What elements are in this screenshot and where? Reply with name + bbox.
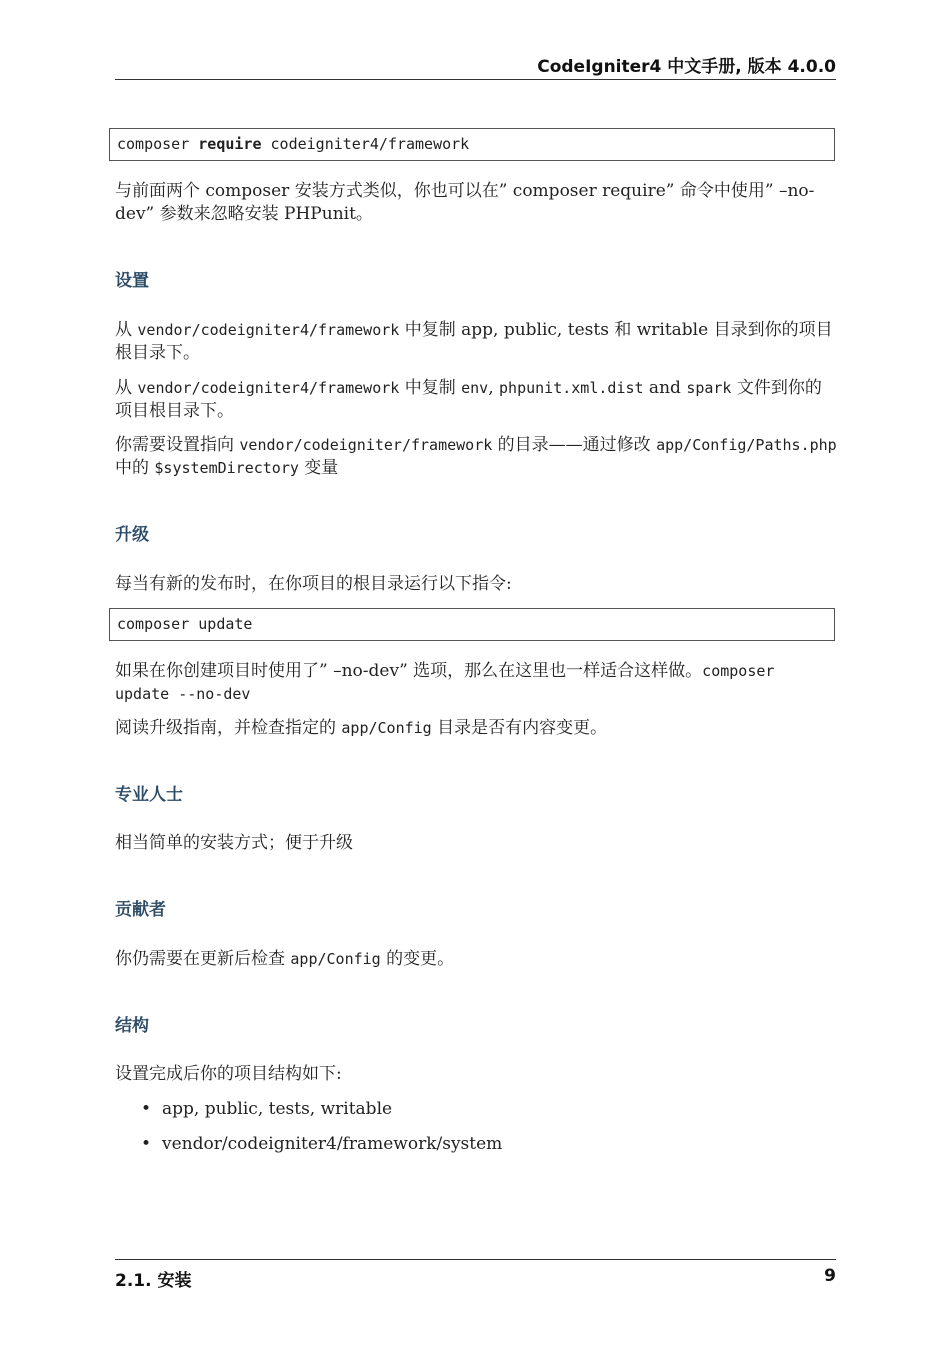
inline-code: $systemDirectory (154, 459, 299, 477)
heading-cons: 贡献者 (115, 900, 166, 920)
setup-paragraph-3: 你需要设置指向 vendor/codeigniter/framework 的目录——通过修改 app/Config/Paths.php 中的 $systemDirectory 变量 (115, 435, 837, 478)
upgrade-paragraph-2: 如果在你创建项目时使用了” –no-dev” 选项，那么在这里也一样适合这样做。composer update --no-dev (115, 661, 775, 703)
page (115, 0, 843, 1347)
inline-code: app/Config (341, 719, 432, 737)
list-item: • app, public, tests, writable (115, 1095, 502, 1130)
code-text: composer (117, 135, 199, 153)
pros-paragraph: 相当简单的安装方式；便于升级 (115, 833, 353, 853)
page-number: 9 (824, 1266, 836, 1286)
upgrade-paragraph-1: 每当有新的发布时，在你项目的根目录运行以下指令: (115, 574, 512, 594)
footer-section: 2.1. 安装 (115, 1271, 192, 1291)
footer-rule (115, 1259, 836, 1260)
code-keyword: require (198, 135, 262, 153)
heading-setup: 设置 (115, 271, 149, 291)
no-dev-paragraph: 与前面两个 composer 安装方式类似，你也可以在” composer require” 命令中使用” –no-dev” 参数来忽略安装 PHPunit。 (115, 181, 815, 224)
list-item: • vendor/codeigniter4/framework/system (115, 1130, 502, 1165)
structure-paragraph: 设置完成后你的项目结构如下: (115, 1064, 342, 1084)
inline-code: vendor/codeigniter4/framework (137, 379, 400, 397)
setup-paragraph-1: 从 vendor/codeigniter4/framework 中复制 app, public, tests 和 writable 目录到你的项目根目录下。 (115, 320, 833, 363)
header-rule (115, 79, 836, 80)
running-header: CodeIgniter4 中文手册, 版本 4.0.0 (537, 57, 836, 77)
inline-code: composer update --no-dev (115, 662, 775, 703)
code-block-update: composer update (109, 608, 835, 641)
cons-paragraph: 你仍需要在更新后检查 app/Config 的变更。 (115, 949, 455, 969)
inline-code: phpunit.xml.dist (499, 379, 644, 397)
heading-pros: 专业人士 (115, 785, 183, 805)
inline-code: env (461, 379, 489, 397)
inline-code: vendor/codeigniter4/framework (137, 321, 400, 339)
structure-list (115, 1095, 502, 1165)
setup-paragraph-2: 从 vendor/codeigniter4/framework 中复制 env, phpunit.xml.dist and spark 文件到你的项目根目录下。 (115, 378, 822, 421)
heading-upgrade: 升级 (115, 525, 149, 545)
inline-code: vendor/codeigniter/framework (239, 436, 493, 454)
upgrade-paragraph-3: 阅读升级指南，并检查指定的 app/Config 目录是否有内容变更。 (115, 718, 608, 738)
inline-code: app/Config/Paths.php (656, 436, 837, 454)
inline-code: spark (686, 379, 732, 397)
inline-code: app/Config (290, 950, 381, 968)
code-block-require (109, 128, 835, 161)
code-text: codeigniter4/framework (261, 135, 470, 153)
heading-structure: 结构 (115, 1016, 149, 1036)
